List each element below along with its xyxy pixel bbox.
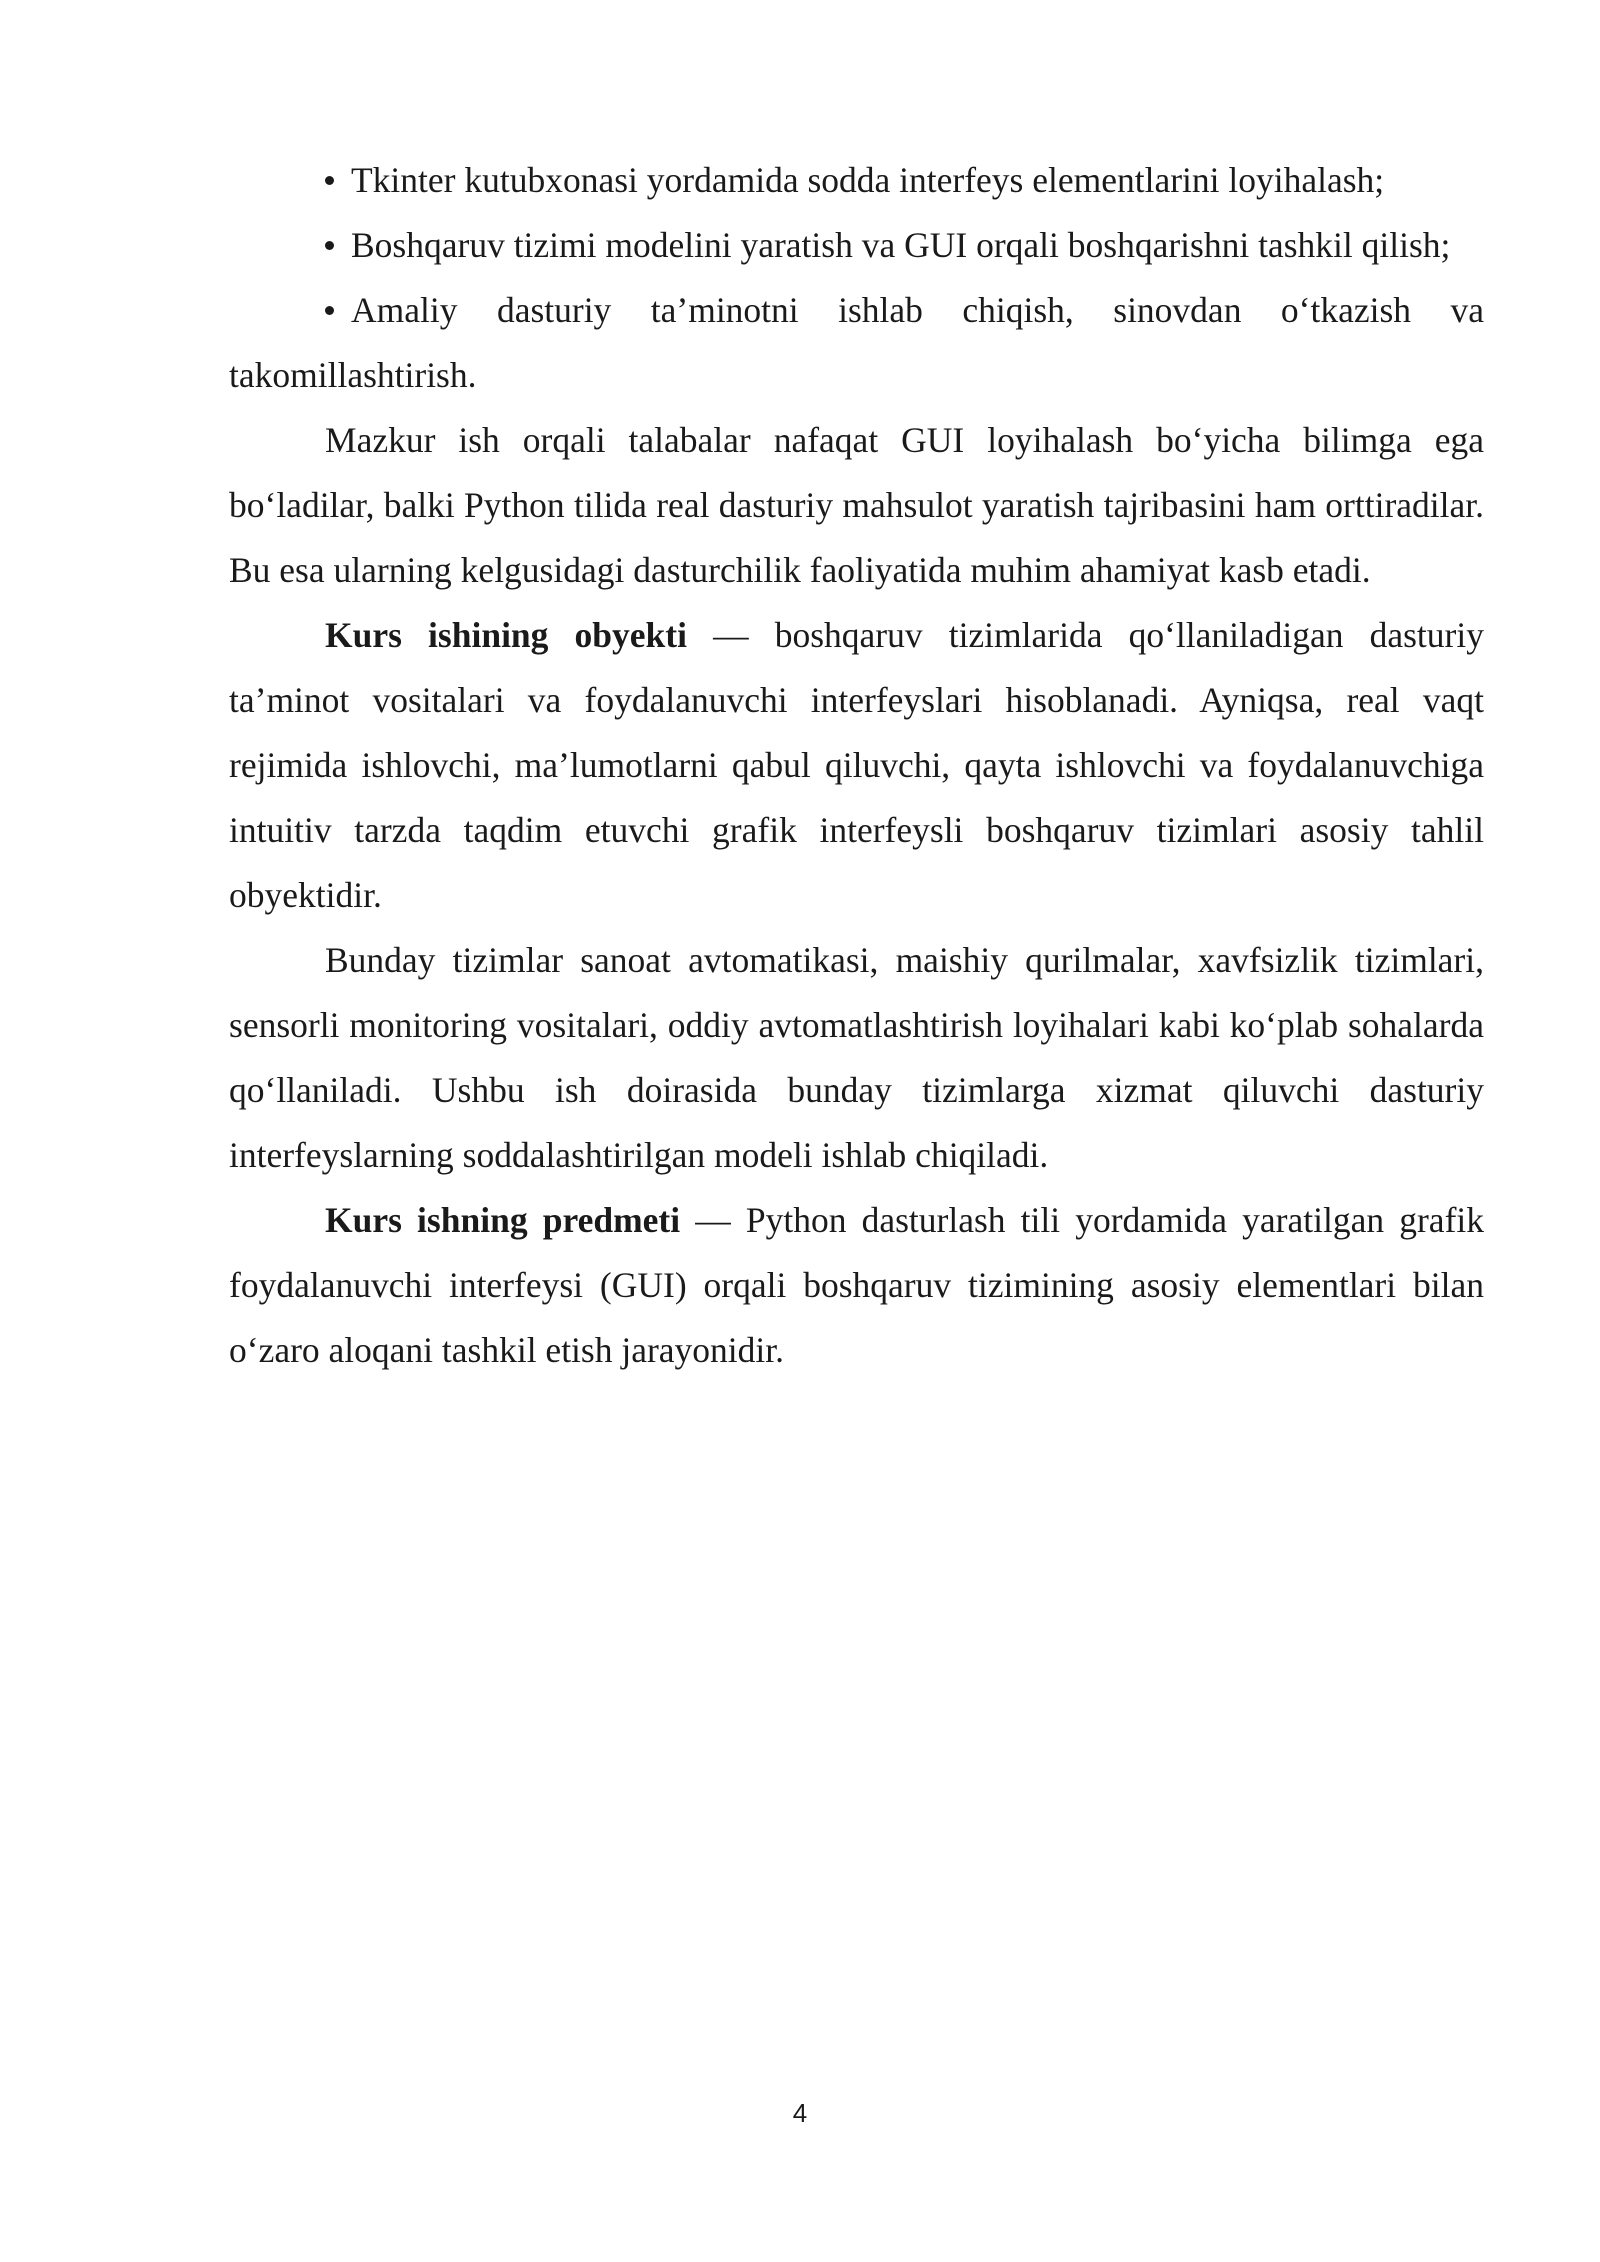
- paragraph-intro: Mazkur ish orqali talabalar nafaqat GUI loyihalash bo‘yicha bilimga ega bo‘ladilar, balki Python tilida real dasturiy mahsulot yaratish tajribasini ham orttiradilar. Bu esa ularning kelgusidagi dasturchilik faoliyatida muhim ahamiyat kasb etadi.: [229, 420, 1484, 590]
- bullet-icon: [325, 241, 334, 250]
- bullet-text: Tkinter kutubxonasi yordamida sodda interfeys elementlarini loyihalash;: [351, 160, 1385, 200]
- paragraph-subject: [229, 1188, 1484, 1383]
- subject-term: Kurs ishning predmeti: [325, 1200, 681, 1240]
- bullet-icon: [325, 176, 334, 185]
- bullet-item: [229, 278, 1484, 408]
- bullet-text: Boshqaruv tizimi modelini yaratish va GUI orqali boshqarishni tashkil qilish;: [351, 225, 1451, 265]
- bullet-item: [229, 148, 1484, 213]
- body-text: [229, 148, 1484, 1383]
- object-text: — boshqaruv tizimlarida qo‘llaniladigan dasturiy ta’minot vositalari va foydalanuvchi interfeyslari hisoblanadi. Ayniqsa, real vaqt rejimida ishlovchi, ma’lumotlarni qabul qiluvchi, qayta ishlovchi va foydalanuvchiga intuitiv tarzda taqdim etuvchi grafik interfeysli boshqaruv tizimlari asosiy tahlil obyektidir.: [229, 615, 1484, 915]
- paragraph-applications: Bunday tizimlar sanoat avtomatikasi, maishiy qurilmalar, xavfsizlik tizimlari, sensorli monitoring vositalari, oddiy avtomatlashtirish loyihalari kabi ko‘plab sohalarda qo‘llaniladi. Ushbu ish doirasida bunday tizimlarga xizmat qiluvchi dasturiy interfeyslarning soddalashtirilgan modeli ishlab chiqiladi.: [229, 940, 1484, 1175]
- page-number: 4: [792, 2098, 808, 2128]
- subject-text: — Python dasturlash tili yordamida yaratilgan grafik foydalanuvchi interfeysi (GUI) orqali boshqaruv tizimining asosiy elementlari bilan o‘zaro aloqani tashkil etish jarayonidir.: [229, 1200, 1484, 1370]
- bullet-icon: [325, 306, 334, 315]
- object-term: Kurs ishining obyekti: [325, 615, 687, 655]
- bullet-item: [229, 213, 1484, 278]
- paragraph-object: [229, 603, 1484, 928]
- bullet-text: Amaliy dasturiy ta’minotni ishlab chiqish, sinovdan o‘tkazish va takomillashtirish.: [229, 290, 1484, 395]
